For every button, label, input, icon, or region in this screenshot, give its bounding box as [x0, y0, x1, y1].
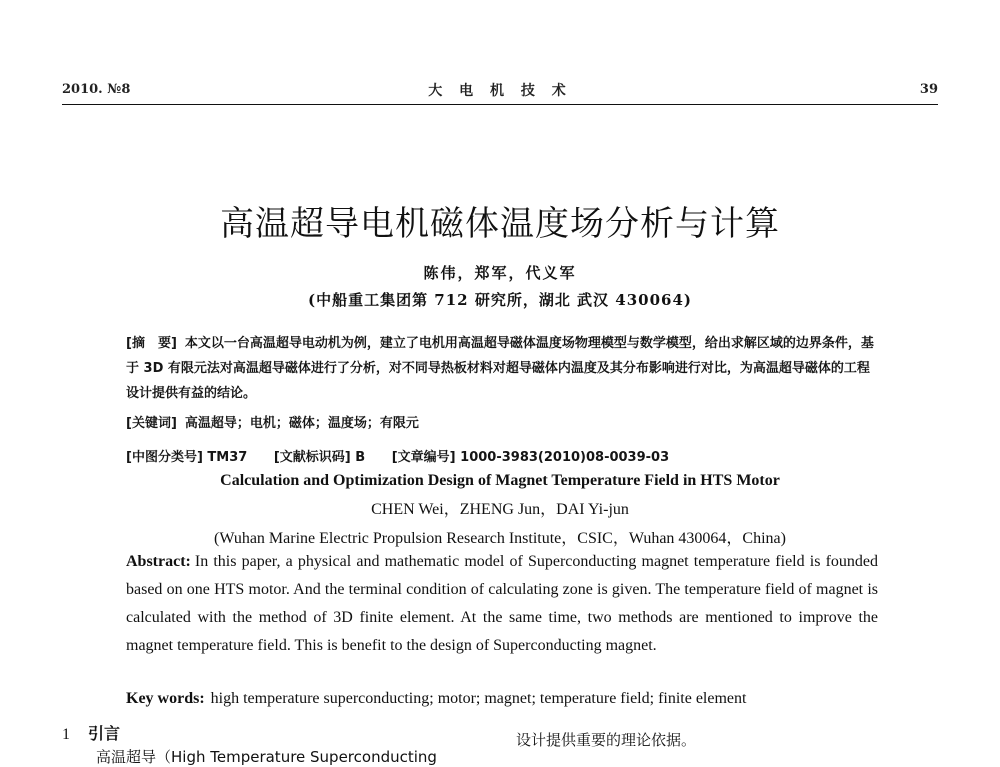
section-number: 1	[62, 726, 70, 743]
authors-cn: 陈伟，郑军，代义军	[423, 264, 577, 282]
header-rule	[62, 104, 938, 105]
affiliation-cn: (中船重工集团第 712 研究所，湖北 武汉 430064)	[307, 291, 693, 309]
abstract-en-text: In this paper, a physical and mathematic model of Superconducting magnet temperature field is founded based on one HTS motor. And the terminal condition of calculating zone is given. The temperature field of magnet is calculated with the method of 3D finite element. At the same time, two methods are mentioned to improve the magnet temperature field. This is benefit to the design of Superconducting magnet.	[126, 553, 878, 654]
body-text-left: 高温超导（High Temperature Superconducting	[96, 748, 437, 766]
section-heading	[62, 721, 120, 744]
keywords-cn	[126, 411, 878, 436]
clc-value: TM37	[207, 450, 248, 465]
keywords-cn-label: [关键词]	[126, 416, 177, 431]
abstract-cn-text: 本文以一台高温超导电动机为例，建立了电机用高温超导磁体温度场物理模型与数学模型，给出求解区域的边界条件，基于 3D 有限元法对高温超导磁体进行了分析，对不同导热板材料对超导磁体内温度及其分布影响进行对比，为高温超导磁体的工程设计提供有益的结论。	[126, 336, 874, 401]
abstract-en-label: Abstract:	[126, 553, 191, 570]
keywords-en-label: Key words:	[126, 690, 205, 707]
doc-code-value: B	[355, 450, 366, 465]
clc-label: [中图分类号]	[126, 450, 203, 465]
authors-en: CHEN Wei，ZHENG Jun，DAI Yi-jun	[371, 501, 629, 518]
abstract-en	[126, 548, 878, 660]
doc-code-label: [文献标识码]	[273, 450, 351, 465]
affiliation-en: (Wuhan Marine Electric Propulsion Research Institute，CSIC，Wuhan 430064，China)	[214, 530, 786, 547]
section-title: 引言	[88, 724, 121, 743]
issue-label: 2010. №8	[62, 82, 131, 97]
keywords-en-text: high temperature superconducting; motor; magnet; temperature field; finite element	[210, 690, 747, 707]
page-number: 39	[919, 82, 938, 97]
paper-title-cn: 高温超导电机磁体温度场分析与计算	[220, 204, 780, 244]
paper-title-en: Calculation and Optimization Design of Magnet Temperature Field in HTS Motor	[220, 472, 780, 489]
keywords-cn-text: 高温超导；电机；磁体；温度场；有限元	[184, 416, 419, 431]
article-number-label: [文章编号]	[391, 450, 456, 465]
running-header	[62, 80, 938, 104]
keywords-en	[126, 686, 878, 712]
article-number-value: 1000-3983(2010)08-0039-03	[460, 450, 670, 465]
journal-name: 大 电 机 技 术	[428, 83, 572, 99]
abstract-cn	[126, 331, 878, 406]
abstract-cn-label: [摘 要]	[126, 336, 177, 351]
classification-line	[126, 445, 878, 470]
body-text-right: 设计提供重要的理论依据。	[516, 731, 697, 749]
